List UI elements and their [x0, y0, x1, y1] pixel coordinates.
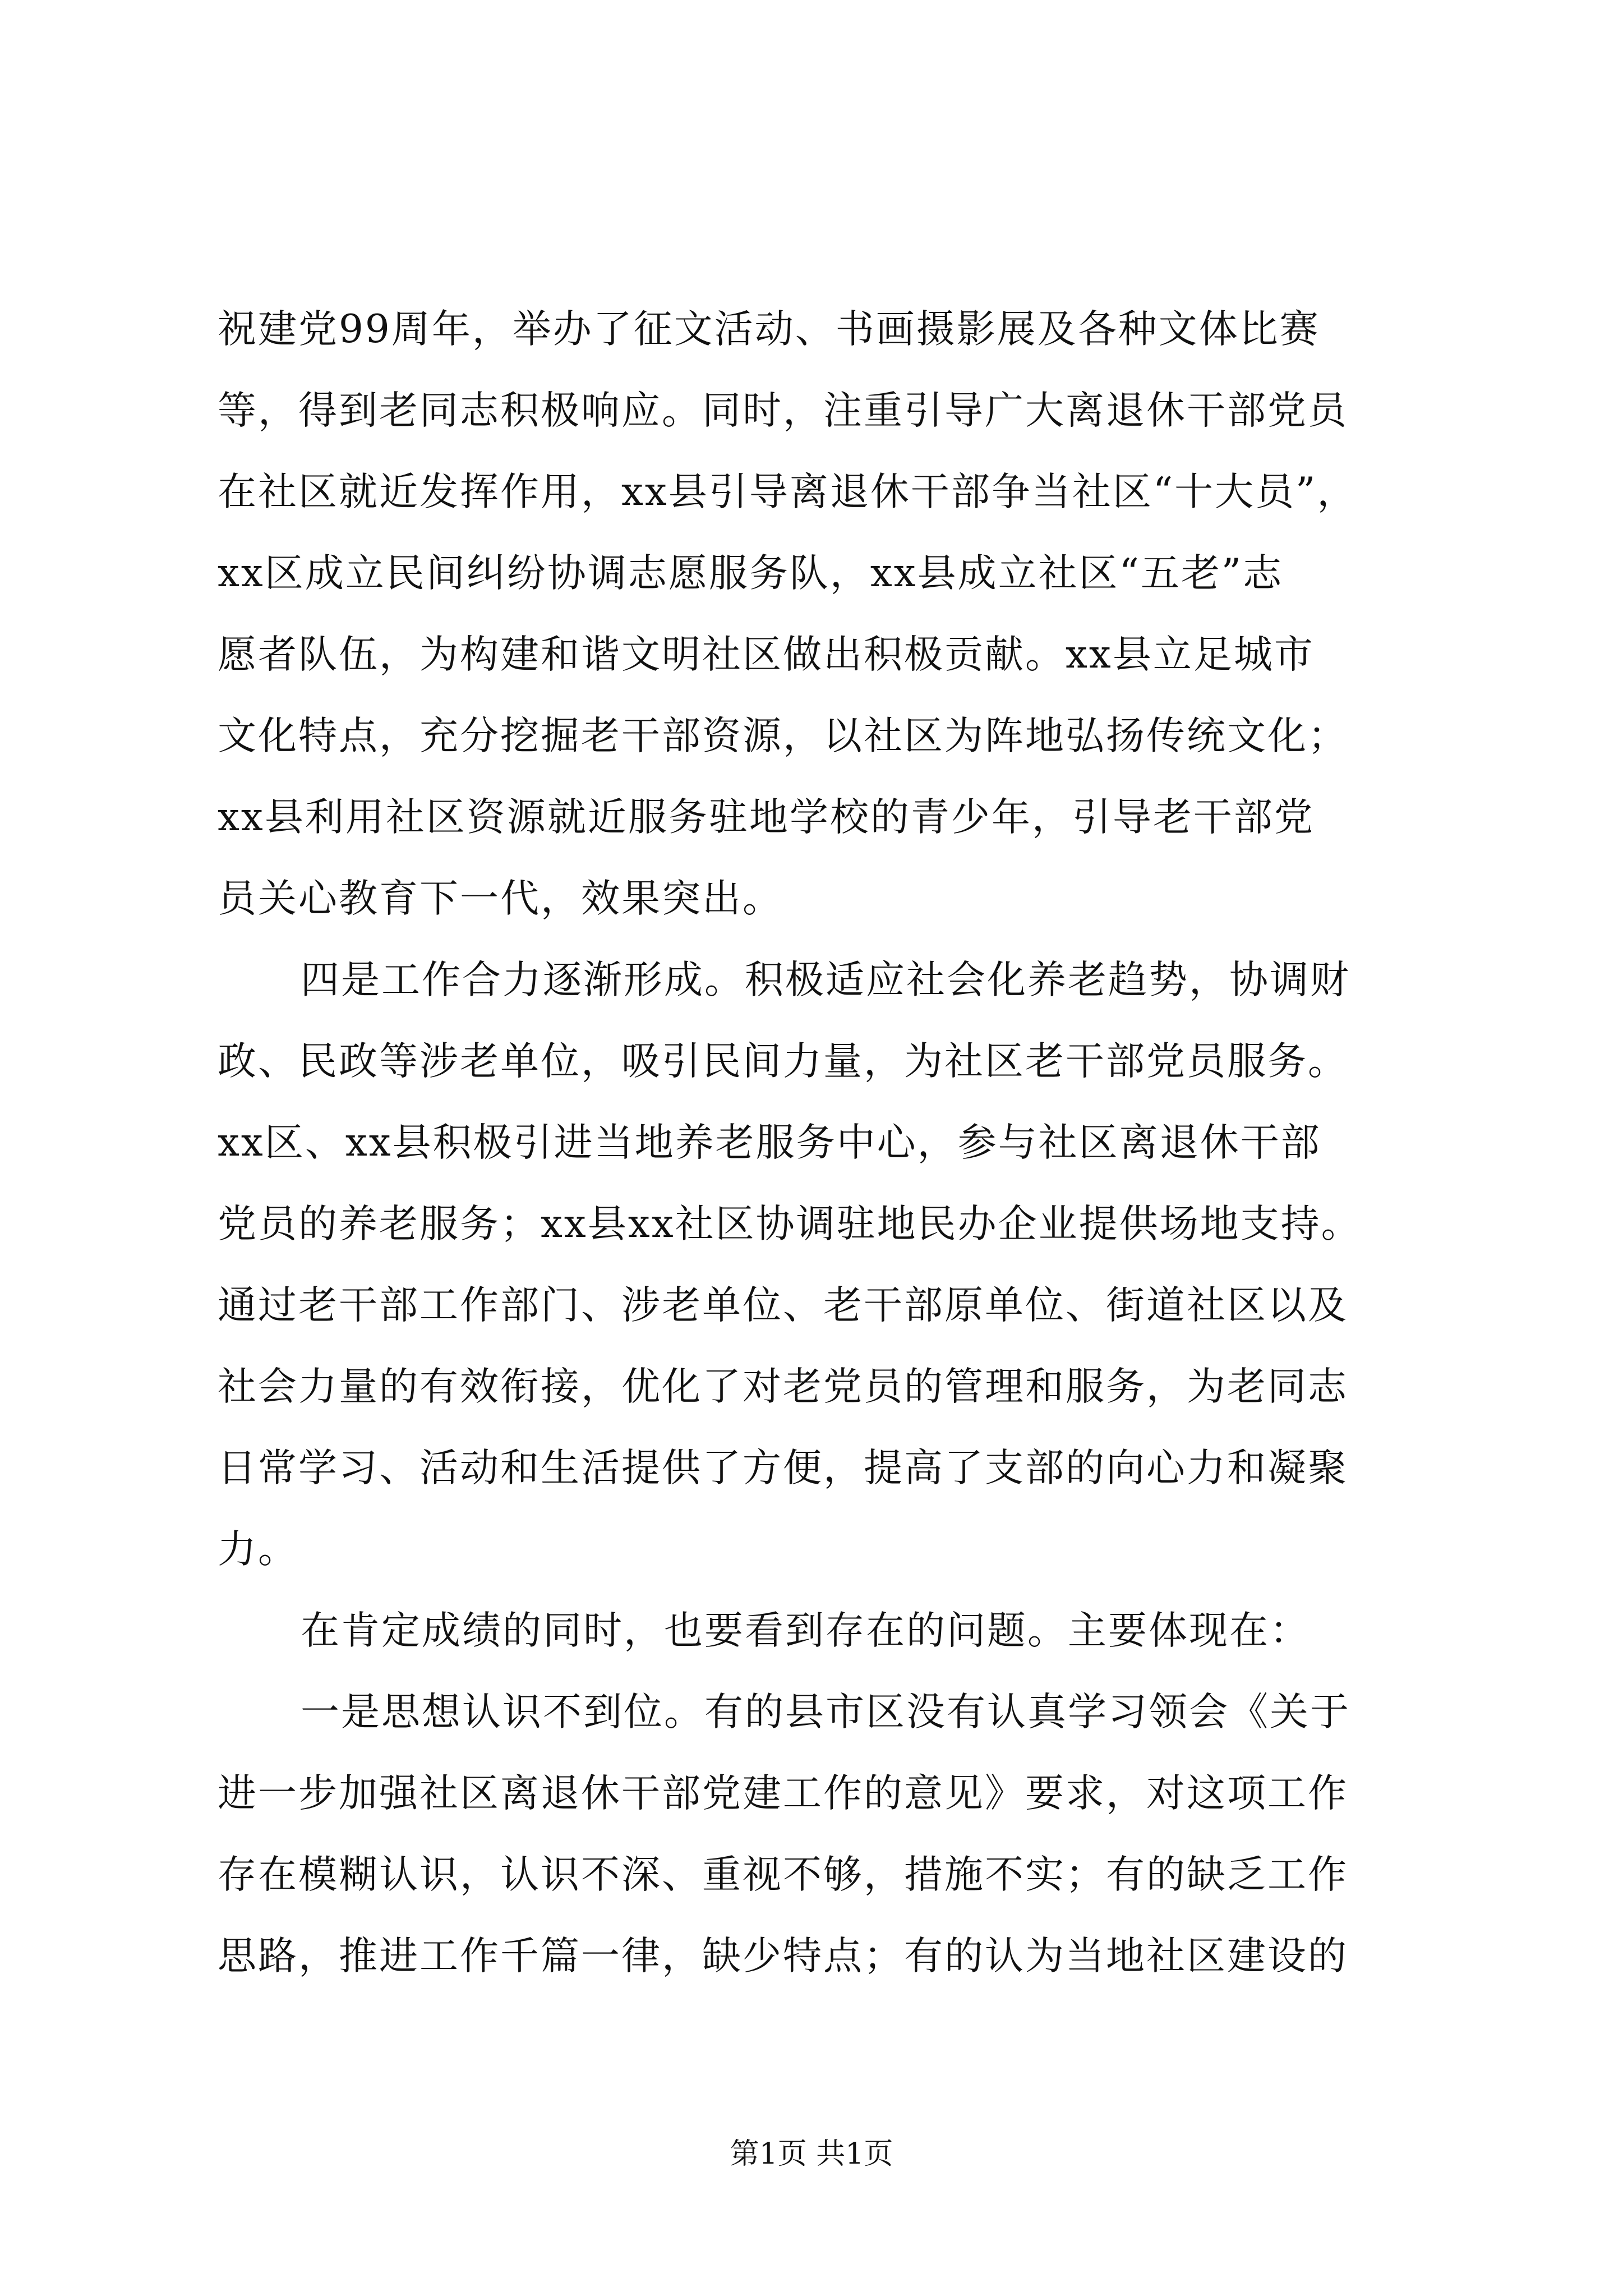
- text-line: 愿者队伍，为构建和谐文明社区做出积极贡献。xx县立足城市: [218, 632, 1315, 677]
- text-line: 员关心教育下一代，效果突出。: [218, 876, 783, 921]
- text-line: 党员的养老服务；xx县xx社区协调驻地民办企业提供场地支持。: [218, 1202, 1362, 1246]
- text-line: 进一步加强社区离退休干部党建工作的意见》要求，对这项工作: [218, 1771, 1348, 1816]
- text-line: 思路，推进工作千篇一律，缺少特点；有的认为当地社区建设的: [218, 1934, 1348, 1978]
- page-number-footer: 第1页 共1页: [730, 2137, 893, 2171]
- text-line: xx区、xx县积极引进当地养老服务中心，参与社区离退休干部: [218, 1120, 1321, 1165]
- text-line: 存在模糊认识，认识不深、重视不够，措施不实；有的缺乏工作: [218, 1852, 1348, 1897]
- text-line: 力。: [218, 1527, 298, 1572]
- text-line: 祝建党99周年，举办了征文活动、书画摄影展及各种文体比赛: [218, 307, 1320, 352]
- paragraph-start-line: 四是工作合力逐渐形成。积极适应社会化养老趋势，协调财: [301, 958, 1350, 1002]
- text-line: 文化特点，充分挖掘老干部资源，以社区为阵地弘扬传统文化；: [218, 714, 1348, 758]
- text-line: 社会力量的有效衔接，优化了对老党员的管理和服务，为老同志: [218, 1364, 1348, 1409]
- text-line: 在社区就近发挥作用，xx县引导离退休干部争当社区“十大员”，: [218, 470, 1358, 514]
- text-line: xx县利用社区资源就近服务驻地学校的青少年，引导老干部党: [218, 795, 1315, 840]
- text-line: 等，得到老同志积极响应。同时，注重引导广大离退休干部党员: [218, 388, 1348, 433]
- text-line: 通过老干部工作部门、涉老单位、老干部原单位、街道社区以及: [218, 1283, 1348, 1328]
- paragraph-start-line: 在肯定成绩的同时，也要看到存在的问题。主要体现在：: [301, 1608, 1310, 1653]
- text-line: 政、民政等涉老单位，吸引民间力量，为社区老干部党员服务。: [218, 1039, 1348, 1084]
- document-body: [218, 289, 1418, 1997]
- text-line: xx区成立民间纠纷协调志愿服务队，xx县成立社区“五老”志: [218, 551, 1284, 596]
- paragraph-start-line: 一是思想认识不到位。有的县市区没有认真学习领会《关于: [301, 1690, 1350, 1734]
- text-line: 日常学习、活动和生活提供了方便，提高了支部的向心力和凝聚: [218, 1446, 1348, 1490]
